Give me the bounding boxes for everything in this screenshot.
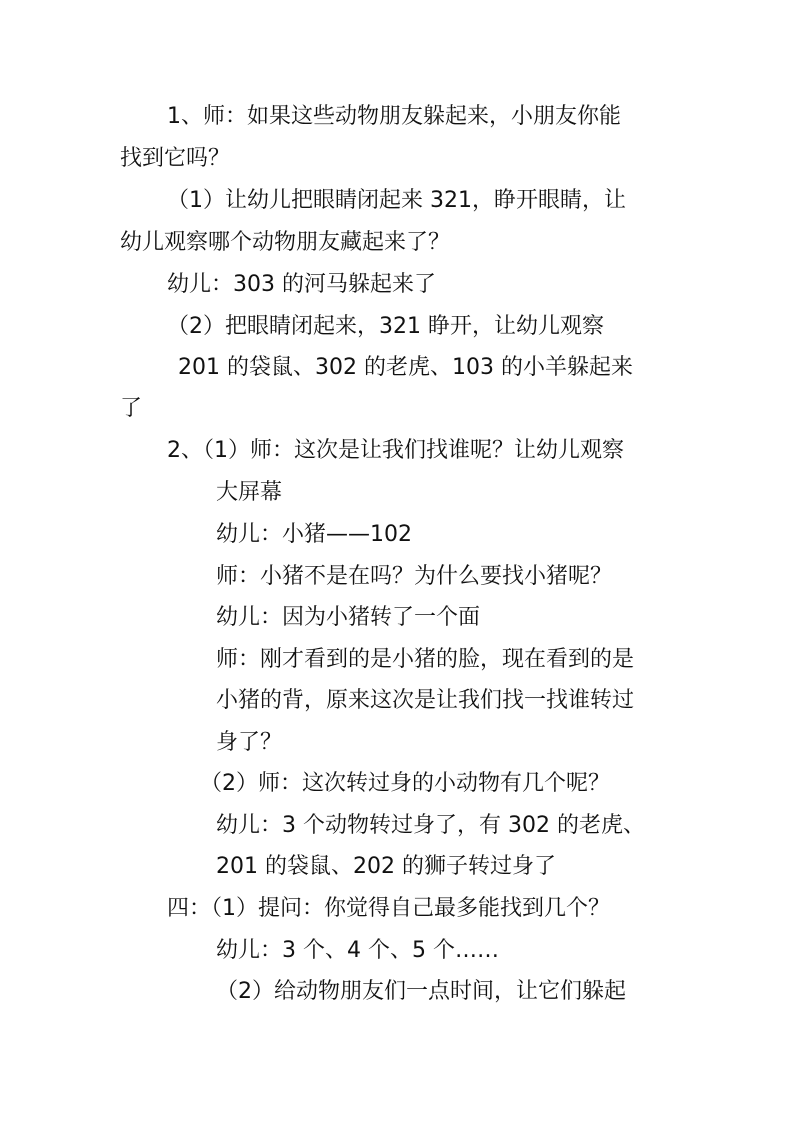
text-line-12: 师：小猪不是在吗？为什么要找小猪呢？ (216, 564, 613, 589)
text-line-11: 幼儿：小猪——102 (216, 522, 412, 547)
text-line-16: 身了？ (216, 730, 283, 755)
text-line-22: （2）给动物朋友们一点时间，让它们躲起 (216, 979, 626, 1004)
text-line-9: 2、（1）师：这次是让我们找谁呢？让幼儿观察 (167, 438, 624, 463)
text-line-20: 四：（1）提问：你觉得自己最多能找到几个？ (167, 896, 610, 921)
text-line-21: 幼儿：3 个、4 个、5 个…… (216, 938, 499, 963)
text-line-2: 找到它吗？ (120, 146, 231, 171)
text-line-3: （1）让幼儿把眼睛闭起来 321，睁开眼睛，让 (167, 188, 626, 213)
text-line-6: （2）把眼睛闭起来，321 睁开，让幼儿观察 (167, 314, 604, 339)
text-line-10: 大屏幕 (216, 480, 283, 505)
text-line-17: （2）师：这次转过身的小动物有几个呢？ (200, 771, 610, 796)
text-line-19: 201 的袋鼠、202 的狮子转过身了 (216, 854, 556, 879)
text-line-5: 幼儿：303 的河马躲起来了 (167, 272, 436, 297)
text-line-8: 了 (120, 396, 143, 421)
text-line-1: 1、师：如果这些动物朋友躲起来，小朋友你能 (167, 104, 621, 129)
text-line-4: 幼儿观察哪个动物朋友藏起来了？ (120, 230, 451, 255)
text-line-7: 201 的袋鼠、302 的老虎、103 的小羊躲起来 (178, 355, 633, 380)
text-line-18: 幼儿：3 个动物转过身了，有 302 的老虎、 (216, 813, 645, 838)
text-line-15: 小猪的背，原来这次是让我们找一找谁转过 (216, 688, 635, 713)
text-line-13: 幼儿：因为小猪转了一个面 (216, 605, 481, 630)
text-line-14: 师：刚才看到的是小猪的脸，现在看到的是 (216, 647, 635, 672)
